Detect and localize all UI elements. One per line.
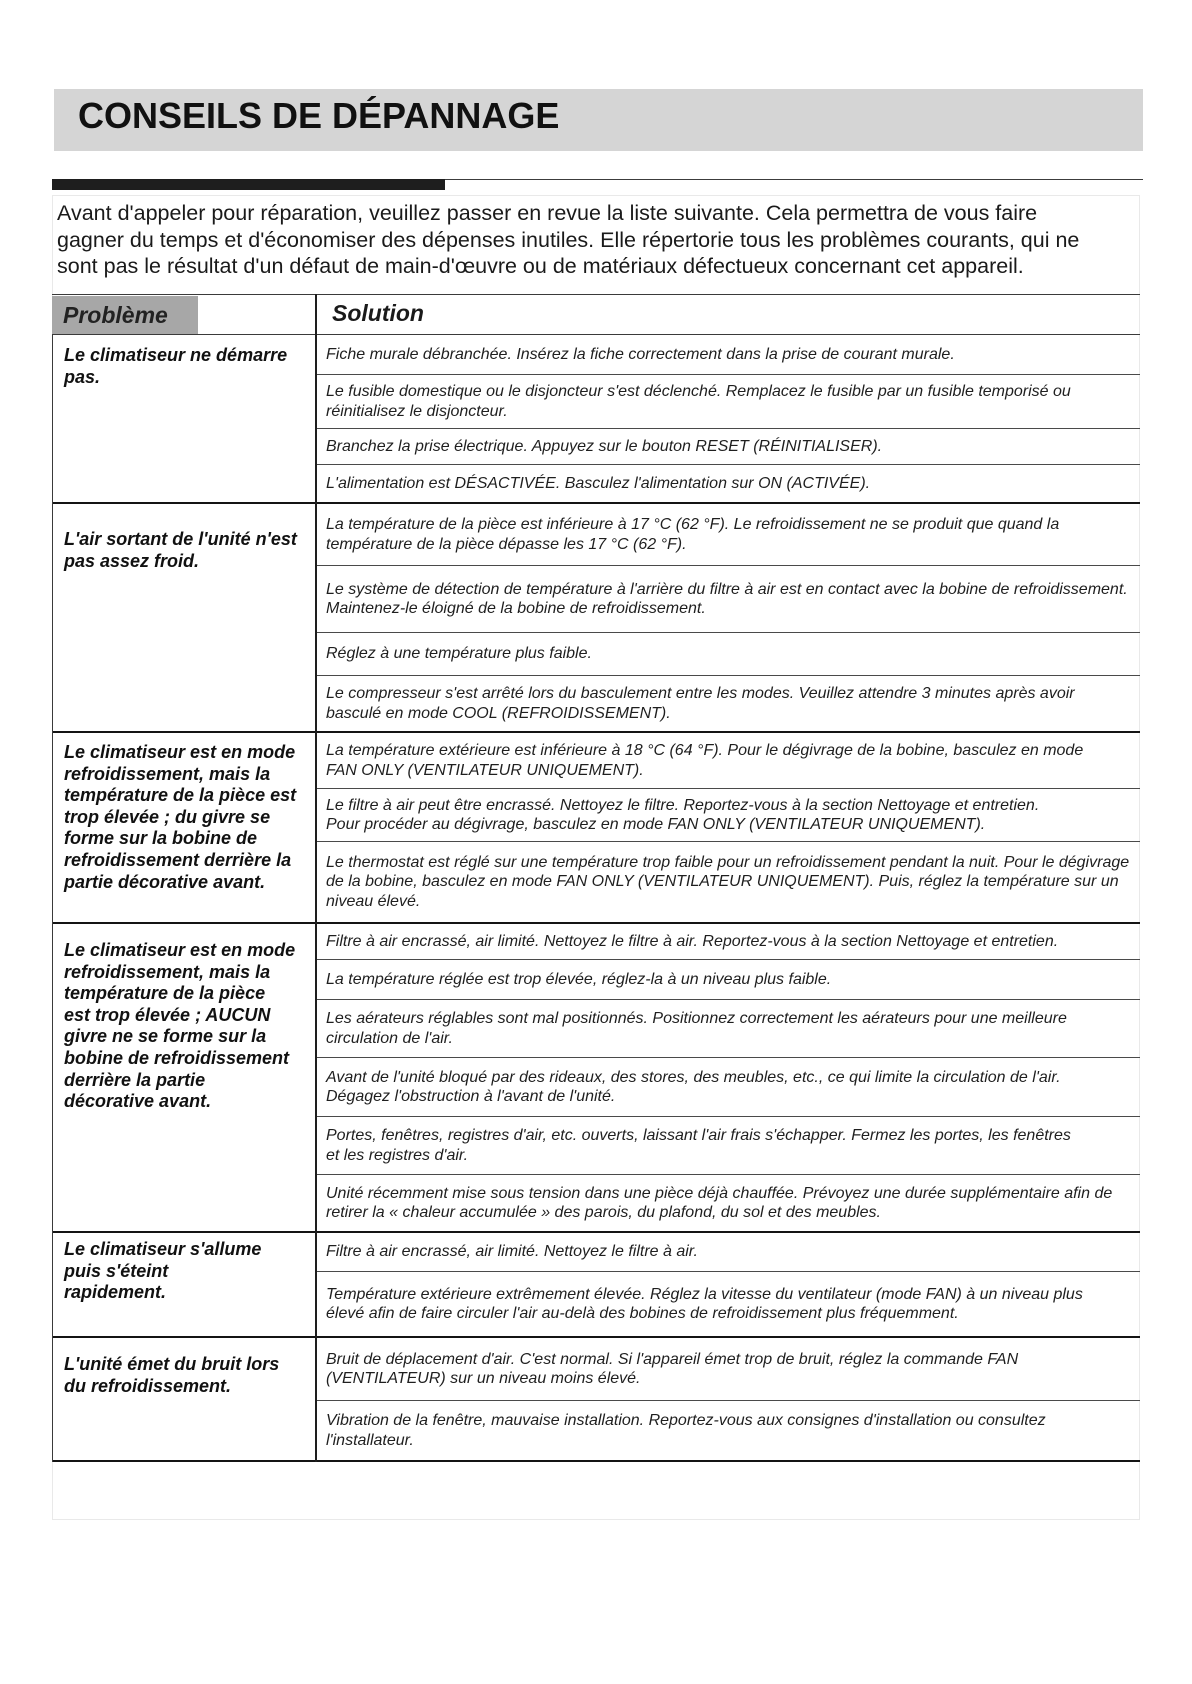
title-rule-accent xyxy=(52,179,445,190)
solution-cell xyxy=(317,1401,1140,1460)
solution-cell xyxy=(317,1058,1140,1117)
problem-row xyxy=(52,733,1140,924)
solution-text: Température extérieure extrêmement élevée. Réglez la vitesse du ventilateur (mode FAN) à un niveau plus élevé afin de faire circuler l'air au-delà des bobines de refroidissement plus fréquemment. xyxy=(326,1285,1083,1322)
solution-list xyxy=(317,924,1140,1231)
solution-text: La température de la pièce est inférieure à 17 °C (62 °F). Le refroidissement ne se produit que quand la température de la pièce dépasse les 17 °C (62 °F). xyxy=(326,516,1060,553)
solution-text: Le fusible domestique ou le disjoncteur s'est déclenché. Remplacez le fusible par un fusible temporisé ou réinitialisez le disjoncteur. xyxy=(326,383,1071,420)
solution-cell xyxy=(317,504,1140,566)
solution-text: Fiche murale débranchée. Insérez la fiche correctement dans la prise de courant murale. xyxy=(326,345,955,363)
intro-paragraph: Avant d'appeler pour réparation, veuillez passer en revue la liste suivante. Cela permettra de vous faire gagner du temps et d'économiser des dépenses inutiles. Elle répertorie tous les problèmes courants, qui ne sont pas le résultat d'un défaut de main-d'œuvre ou de matériaux défectueux concernant cet appareil. xyxy=(57,201,1080,278)
problem-text: Le climatiseur ne démarre pas. xyxy=(64,345,288,387)
solution-cell xyxy=(317,1338,1140,1401)
problem-row xyxy=(52,1233,1140,1338)
title-bar xyxy=(54,89,1143,151)
table-header xyxy=(52,294,1140,335)
solution-cell xyxy=(317,842,1140,922)
solution-cell xyxy=(317,1000,1140,1058)
problem-text: Le climatiseur s'allume puis s'éteint rapidement. xyxy=(64,1239,262,1303)
solution-cell xyxy=(317,1272,1140,1336)
solution-text: Les aérateurs réglables sont mal positionnés. Positionnez correctement les aérateurs pour une meilleure circulation de l'air. xyxy=(326,1010,1067,1047)
solution-cell xyxy=(317,1175,1140,1231)
troubleshooting-table xyxy=(52,294,1140,1462)
problem-row xyxy=(52,504,1140,733)
solution-text: Unité récemment mise sous tension dans une pièce déjà chauffée. Prévoyez une durée supplémentaire afin de retirer la « chaleur accumulée » des parois, du plafond, du sol et des meubles. xyxy=(326,1184,1113,1221)
solution-cell xyxy=(317,1233,1140,1272)
solution-text: Avant de l'unité bloqué par des rideaux, des stores, des meubles, etc., ce qui limite la circulation de l'air. Dégagez l'obstruction à l'avant de l'unité. xyxy=(326,1068,1061,1105)
problem-text: L'unité émet du bruit lors du refroidissement. xyxy=(64,1354,280,1396)
solution-cell xyxy=(317,566,1140,633)
header-problem-cell: Problème xyxy=(52,296,198,334)
header-solution-cell: Solution xyxy=(332,300,424,326)
solution-cell xyxy=(317,733,1140,789)
problem-row xyxy=(52,924,1140,1233)
solution-cell xyxy=(317,676,1140,731)
problem-row xyxy=(52,1338,1140,1462)
solution-text: Le compresseur s'est arrêté lors du basculement entre les modes. Veuillez attendre 3 minutes après avoir basculé en mode COOL (REFROIDISSEMENT). xyxy=(326,685,1075,722)
solution-text: Vibration de la fenêtre, mauvaise installation. Reportez-vous aux consignes d'installation ou consultez l'installateur. xyxy=(326,1412,1046,1449)
solution-text: Filtre à air encrassé, air limité. Nettoyez le filtre à air. xyxy=(326,1243,698,1261)
solution-text: La température réglée est trop élevée, réglez-la à un niveau plus faible. xyxy=(326,970,832,988)
solution-cell xyxy=(317,960,1140,1000)
problem-text: L'air sortant de l'unité n'est pas assez froid. xyxy=(64,529,297,571)
solution-text: Branchez la prise électrique. Appuyez sur le bouton RESET (RÉINITIALISER). xyxy=(326,437,883,455)
solution-text: Réglez à une température plus faible. xyxy=(326,645,592,663)
solution-text: Bruit de déplacement d'air. C'est normal. Si l'appareil émet trop de bruit, réglez la commande FAN (VENTILATEUR) sur un niveau moins élevé. xyxy=(326,1350,1019,1387)
solution-text: Portes, fenêtres, registres d'air, etc. ouverts, laissant l'air frais s'échapper. Fermez les portes, les fenêtres et les registres d'air. xyxy=(326,1127,1071,1164)
solution-list xyxy=(317,1338,1140,1460)
solution-cell xyxy=(317,1117,1140,1175)
solution-list xyxy=(317,1233,1140,1336)
solution-cell xyxy=(317,375,1140,429)
solution-cell xyxy=(317,429,1140,465)
solution-text: Filtre à air encrassé, air limité. Nettoyez le filtre à air. Reportez-vous à la section Nettoyage et entretien. xyxy=(326,932,1059,950)
solution-list xyxy=(317,335,1140,502)
solution-list xyxy=(317,733,1140,922)
problem-text: Le climatiseur est en mode refroidissement, mais la température de la pièce est trop élevée ; du givre se forme sur la bobine de refroidissement derrière la partie décorative avant. xyxy=(64,742,297,892)
solution-text: Le système de détection de température à l'arrière du filtre à air est en contact avec la bobine de refroidissement. Maintenez-le éloigné de la bobine de refroidissement. xyxy=(326,580,1128,617)
solution-cell xyxy=(317,789,1140,842)
solution-cell xyxy=(317,465,1140,502)
solution-text: Le filtre à air peut être encrassé. Nettoyez le filtre. Reportez-vous à la section Nettoyage et entretien. Pour procéder au dégivrage, basculez en mode FAN ONLY (VENTILATEUR UNIQUEMENT). xyxy=(326,796,1040,833)
table-left-border xyxy=(52,334,53,1462)
page-title: CONSEILS DE DÉPANNAGE xyxy=(78,95,560,136)
solution-cell xyxy=(317,924,1140,960)
solution-cell xyxy=(317,335,1140,375)
problem-text: Le climatiseur est en mode refroidissement, mais la température de la pièce est trop élevée ; AUCUN givre ne se forme sur la bobine de refroidissement derrière la partie décorative avant. xyxy=(64,940,296,1112)
solution-text: Le thermostat est réglé sur une température trop faible pour un refroidissement pendant la nuit. Pour le dégivrage de la bobine, basculez en mode FAN ONLY (VENTILATEUR UNIQUEMENT). Puis, réglez la température sur un niveau élevé. xyxy=(326,853,1130,910)
solution-text: L'alimentation est DÉSACTIVÉE. Basculez l'alimentation sur ON (ACTIVÉE). xyxy=(326,474,871,492)
solution-list xyxy=(317,504,1140,731)
problem-row xyxy=(52,335,1140,504)
solution-text: La température extérieure est inférieure à 18 °C (64 °F). Pour le dégivrage de la bobine, basculez en mode FAN ONLY (VENTILATEUR UNIQUEMENT). xyxy=(326,742,1084,779)
solution-cell xyxy=(317,633,1140,676)
column-divider xyxy=(315,294,317,1462)
